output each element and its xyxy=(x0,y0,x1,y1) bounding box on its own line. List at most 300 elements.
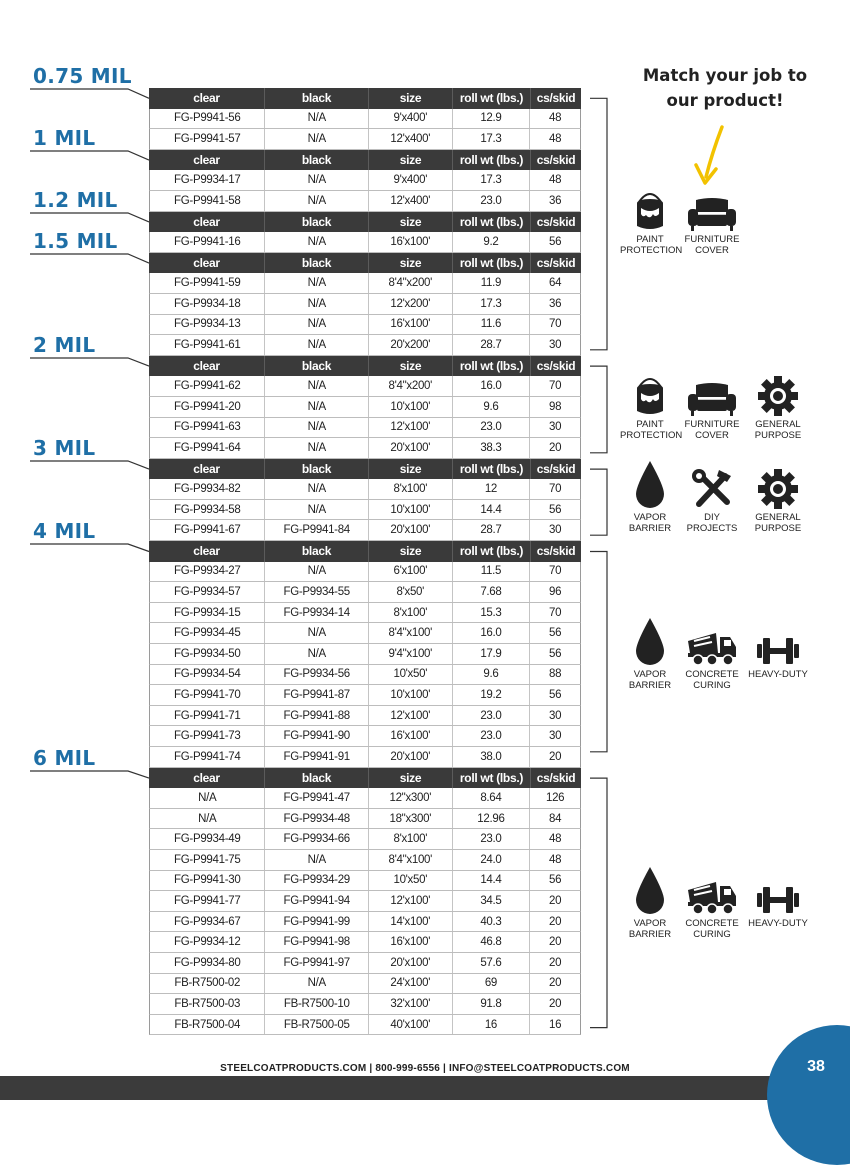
table-cell: FG-P9941-57 xyxy=(150,129,265,149)
use-case-label: PURPOSE xyxy=(754,523,802,534)
table-cell: 12 xyxy=(453,479,531,499)
table-cell: 17.3 xyxy=(453,170,531,190)
table-cell: 30 xyxy=(549,338,562,351)
table-cell: FG-P9941-71 xyxy=(150,706,265,726)
group-bracket xyxy=(590,469,607,535)
column-header: size xyxy=(369,253,453,274)
table-cell: FG-P9934-82 xyxy=(150,479,265,499)
table-cell: 9.2 xyxy=(453,232,531,252)
table-cell: 12'x100' xyxy=(369,891,453,911)
table-cell: FB-R7500-03 xyxy=(150,994,265,1014)
table-cell: FG-P9934-54 xyxy=(150,665,265,685)
table-cell: 20 xyxy=(549,441,562,454)
table-cell: 16.0 xyxy=(453,376,531,396)
table-cell: 36 xyxy=(549,194,562,207)
table-cell: 12'x400' xyxy=(369,191,453,211)
use-case-label: BARRIER xyxy=(628,523,672,534)
table-cell: 40.3 xyxy=(453,912,531,932)
table-cell: FG-P9941-56 xyxy=(150,109,265,129)
tagline-line-2: our product! xyxy=(666,91,784,110)
table-cell: FG-P9941-20 xyxy=(150,397,265,417)
use-case-label: PROTECTION xyxy=(620,430,683,441)
use-case-label: VAPOR xyxy=(633,669,667,680)
table-cell: 14.4 xyxy=(453,871,531,891)
use-case-label: DIY xyxy=(704,512,720,523)
table-cell: 32'x100' xyxy=(369,994,453,1014)
column-header: black xyxy=(265,150,369,171)
table-cell: FG-P9941-64 xyxy=(150,438,265,458)
table-cell: 46.8 xyxy=(453,932,531,952)
table-cell: 9.6 xyxy=(453,397,531,417)
table-cell: 7.68 xyxy=(453,582,531,602)
table-cell: 56 xyxy=(549,627,562,640)
table-cell: FG-P9934-18 xyxy=(150,294,265,314)
use-case-label: CURING xyxy=(693,680,731,691)
table-cell: 23.0 xyxy=(453,706,531,726)
table-cell: FG-P9941-70 xyxy=(150,685,265,705)
column-header: size xyxy=(369,88,453,109)
table-cell: N/A xyxy=(265,438,369,458)
table-cell: N/A xyxy=(150,788,265,808)
table-cell: 48 xyxy=(549,132,562,145)
table-cell: 10'x100' xyxy=(369,397,453,417)
table-cell: N/A xyxy=(265,335,369,355)
table-cell: N/A xyxy=(265,109,369,129)
table-cell: FG-P9941-74 xyxy=(150,747,265,767)
table-cell: 20'x100' xyxy=(369,953,453,973)
column-header: black xyxy=(265,356,369,377)
table-cell: FG-P9934-48 xyxy=(265,809,369,829)
column-header: size xyxy=(369,212,453,233)
table-cell: FB-R7500-02 xyxy=(150,974,265,994)
dumbbell-icon xyxy=(748,866,808,916)
water-drop-icon xyxy=(620,617,680,667)
column-header: cs/skid xyxy=(536,153,576,168)
table-cell: 48 xyxy=(549,853,562,866)
column-header: black xyxy=(265,253,369,274)
table-cell: 11.5 xyxy=(453,562,531,582)
use-case-paint-can xyxy=(620,182,683,256)
table-cell: 11.6 xyxy=(453,315,531,335)
table-cell: FG-P9941-62 xyxy=(150,376,265,396)
table-cell: FG-P9934-29 xyxy=(265,871,369,891)
use-case-label: PROJECTS xyxy=(686,523,738,534)
use-case-label: PAINT xyxy=(636,234,664,245)
table-cell: FG-P9941-88 xyxy=(265,706,369,726)
table-cell: 56 xyxy=(549,235,562,248)
footer-contact: STEELCOATPRODUCTS.COM | 800-999-6556 | INFO@STEELCOATPRODUCTS.COM xyxy=(220,1063,630,1074)
use-case-gear xyxy=(748,460,808,534)
concrete-mixer-icon xyxy=(682,617,742,667)
table-cell: FG-P9934-56 xyxy=(265,665,369,685)
table-cell: 12.9 xyxy=(453,109,531,129)
column-header: roll wt (lbs.) xyxy=(453,150,531,171)
column-header: clear xyxy=(149,356,265,377)
mil-label: 2 MIL xyxy=(33,333,96,357)
table-cell: 91.8 xyxy=(453,994,531,1014)
table-cell: 12'x200' xyxy=(369,294,453,314)
column-header: cs/skid xyxy=(536,359,576,374)
table-cell: 8'4"x200' xyxy=(369,273,453,293)
table-cell: 12'x100' xyxy=(369,418,453,438)
group-bracket xyxy=(590,552,607,752)
use-case-water-drop xyxy=(620,617,680,691)
use-case-label: FURNITURE xyxy=(684,234,740,245)
table-cell: FG-P9941-47 xyxy=(265,788,369,808)
table-cell: FG-P9941-16 xyxy=(150,232,265,252)
table-cell: 16.0 xyxy=(453,623,531,643)
table-cell: FG-P9941-77 xyxy=(150,891,265,911)
table-cell: 96 xyxy=(549,586,562,599)
table-cell: 8.64 xyxy=(453,788,531,808)
table-cell: 10'x100' xyxy=(369,500,453,520)
table-cell: 30 xyxy=(549,709,562,722)
table-cell: FG-P9941-59 xyxy=(150,273,265,293)
table-cell: 12"x300' xyxy=(369,788,453,808)
table-cell: 56 xyxy=(549,689,562,702)
group-bracket xyxy=(590,366,607,453)
use-case-label: GENERAL xyxy=(755,419,801,430)
table-cell: FG-P9934-15 xyxy=(150,603,265,623)
table-cell: 17.9 xyxy=(453,644,531,664)
table-cell: 48 xyxy=(549,833,562,846)
mil-label: 0.75 MIL xyxy=(33,64,132,88)
table-cell: 14'x100' xyxy=(369,912,453,932)
use-case-label: GENERAL xyxy=(755,512,801,523)
column-header: clear xyxy=(149,541,265,562)
table-cell: FG-P9934-14 xyxy=(265,603,369,623)
column-header: size xyxy=(369,150,453,171)
table-cell: N/A xyxy=(265,129,369,149)
group-bracket xyxy=(590,98,607,349)
table-cell: 38.0 xyxy=(453,747,531,767)
table-cell: 36 xyxy=(549,297,562,310)
table-cell: FG-P9941-94 xyxy=(265,891,369,911)
column-header: roll wt (lbs.) xyxy=(453,356,531,377)
table-cell: 30 xyxy=(549,524,562,537)
table-cell: 11.9 xyxy=(453,273,531,293)
table-cell: 20 xyxy=(549,915,562,928)
table-cell: 24.0 xyxy=(453,850,531,870)
table-cell: 48 xyxy=(549,174,562,187)
table-cell: FB-R7500-04 xyxy=(150,1015,265,1035)
table-cell: 16'x100' xyxy=(369,932,453,952)
table-cell: 56 xyxy=(549,874,562,887)
column-header: black xyxy=(265,541,369,562)
use-case-label: CONCRETE xyxy=(685,918,739,929)
use-case-label: COVER xyxy=(695,245,729,256)
table-cell: 69 xyxy=(453,974,531,994)
water-drop-icon xyxy=(620,866,680,916)
table-cell: 8'x50' xyxy=(369,582,453,602)
table-cell: FG-P9941-97 xyxy=(265,953,369,973)
table-cell: FG-P9934-12 xyxy=(150,932,265,952)
table-cell: 9'x400' xyxy=(369,109,453,129)
table-cell: 20 xyxy=(549,977,562,990)
table-cell: 23.0 xyxy=(453,829,531,849)
table-cell: 8'4"x200' xyxy=(369,376,453,396)
column-header: cs/skid xyxy=(536,544,576,559)
use-case-water-drop xyxy=(620,866,680,940)
column-header: roll wt (lbs.) xyxy=(453,459,531,480)
sofa-icon xyxy=(682,367,742,417)
table-cell: 16'x100' xyxy=(369,232,453,252)
table-cell: 8'4"x100' xyxy=(369,850,453,870)
table-cell: N/A xyxy=(265,562,369,582)
table-cell: 10'x100' xyxy=(369,685,453,705)
table-cell: FB-R7500-10 xyxy=(265,994,369,1014)
table-cell: N/A xyxy=(265,191,369,211)
column-header: clear xyxy=(149,150,265,171)
use-case-water-drop xyxy=(620,460,680,534)
table-cell: FG-P9941-30 xyxy=(150,871,265,891)
table-cell: FG-P9941-58 xyxy=(150,191,265,211)
column-header: clear xyxy=(149,253,265,274)
use-case-label: VAPOR xyxy=(633,918,667,929)
sofa-icon xyxy=(682,182,742,232)
table-cell: N/A xyxy=(265,232,369,252)
column-header: size xyxy=(369,541,453,562)
group-bracket xyxy=(590,778,607,1028)
mil-label: 1 MIL xyxy=(33,126,96,150)
table-cell: 70 xyxy=(549,565,562,578)
table-cell: N/A xyxy=(265,850,369,870)
arrow-icon xyxy=(690,125,730,190)
mil-label: 3 MIL xyxy=(33,436,96,460)
use-case-label: VAPOR xyxy=(633,512,667,523)
page-number: 38 xyxy=(807,1058,825,1075)
table-cell: 28.7 xyxy=(453,520,531,540)
table-cell: 16 xyxy=(549,1018,562,1031)
table-cell: N/A xyxy=(265,623,369,643)
use-case-dumbbell xyxy=(748,866,808,929)
table-cell: FG-P9934-55 xyxy=(265,582,369,602)
table-cell: FG-P9934-45 xyxy=(150,623,265,643)
table-cell: 88 xyxy=(549,668,562,681)
table-cell: FG-P9941-91 xyxy=(265,747,369,767)
water-drop-icon xyxy=(620,460,680,510)
table-cell: FG-P9941-75 xyxy=(150,850,265,870)
use-case-label: BARRIER xyxy=(628,680,672,691)
use-case-concrete-mixer xyxy=(682,617,742,691)
table-cell: N/A xyxy=(265,479,369,499)
table-cell: 24'x100' xyxy=(369,974,453,994)
use-case-gear xyxy=(748,367,808,441)
table-cell: 20'x100' xyxy=(369,747,453,767)
table-cell: FG-P9934-66 xyxy=(265,829,369,849)
table-cell: FG-P9941-67 xyxy=(150,520,265,540)
gear-icon xyxy=(748,367,808,417)
table-cell: FG-P9934-67 xyxy=(150,912,265,932)
table-cell: FB-R7500-05 xyxy=(265,1015,369,1035)
table-cell: 70 xyxy=(549,318,562,331)
table-cell: 30 xyxy=(549,730,562,743)
table-cell: 12.96 xyxy=(453,809,531,829)
table-cell: N/A xyxy=(265,294,369,314)
table-cell: 6'x100' xyxy=(369,562,453,582)
table-cell: 9'x400' xyxy=(369,170,453,190)
use-case-tools xyxy=(682,460,742,534)
gear-icon xyxy=(748,460,808,510)
table-cell: 70 xyxy=(549,483,562,496)
mil-label: 4 MIL xyxy=(33,519,96,543)
column-header: black xyxy=(265,768,369,789)
column-header: black xyxy=(265,459,369,480)
table-cell: FG-P9934-49 xyxy=(150,829,265,849)
table-cell: N/A xyxy=(265,644,369,664)
tagline xyxy=(630,63,820,113)
table-cell: 16'x100' xyxy=(369,315,453,335)
table-cell: 38.3 xyxy=(453,438,531,458)
table-cell: 9.6 xyxy=(453,665,531,685)
table-cell: 9'4"x100' xyxy=(369,644,453,664)
table-cell: 16 xyxy=(453,1015,531,1035)
table-cell: 28.7 xyxy=(453,335,531,355)
table-cell: FG-P9941-90 xyxy=(265,726,369,746)
table-cell: FG-P9941-84 xyxy=(265,520,369,540)
tools-icon xyxy=(682,460,742,510)
table-cell: FG-P9934-27 xyxy=(150,562,265,582)
use-case-label: PAINT xyxy=(636,419,664,430)
column-header: size xyxy=(369,459,453,480)
column-header: cs/skid xyxy=(536,214,576,229)
table-cell: 64 xyxy=(549,277,562,290)
column-header: size xyxy=(369,356,453,377)
use-case-dumbbell xyxy=(748,617,808,680)
paint-can-icon xyxy=(620,367,680,417)
table-cell: FG-P9941-61 xyxy=(150,335,265,355)
use-case-label: CURING xyxy=(693,929,731,940)
table-cell: FG-P9941-98 xyxy=(265,932,369,952)
column-header: cs/skid xyxy=(536,91,576,106)
column-header: cs/skid xyxy=(536,256,576,271)
table-cell: 19.2 xyxy=(453,685,531,705)
use-case-label: FURNITURE xyxy=(684,419,740,430)
use-case-label: HEAVY-DUTY xyxy=(748,918,808,929)
column-header: black xyxy=(265,88,369,109)
table-cell: 48 xyxy=(549,112,562,125)
table-cell: FG-P9934-58 xyxy=(150,500,265,520)
table-cell: 70 xyxy=(549,380,562,393)
table-cell: 126 xyxy=(545,791,565,804)
table-cell: FG-P9941-87 xyxy=(265,685,369,705)
table-cell: 8'x100' xyxy=(369,603,453,623)
table-cell: FG-P9941-99 xyxy=(265,912,369,932)
table-cell: 8'x100' xyxy=(369,829,453,849)
table-cell: 14.4 xyxy=(453,500,531,520)
table-cell: 20'x100' xyxy=(369,520,453,540)
table-cell: FG-P9934-80 xyxy=(150,953,265,973)
column-header: clear xyxy=(149,768,265,789)
table-cell: 20 xyxy=(549,997,562,1010)
tagline-line-1: Match your job to xyxy=(642,66,808,85)
use-case-label: PROTECTION xyxy=(620,245,683,256)
table-cell: 18"x300' xyxy=(369,809,453,829)
table-cell: 98 xyxy=(549,400,562,413)
table-cell: 70 xyxy=(549,606,562,619)
table-cell: N/A xyxy=(265,315,369,335)
table-cell: 8'x100' xyxy=(369,479,453,499)
table-cell: N/A xyxy=(265,974,369,994)
table-cell: N/A xyxy=(265,418,369,438)
table-cell: 84 xyxy=(549,812,562,825)
table-cell: FG-P9941-73 xyxy=(150,726,265,746)
table-cell: 16'x100' xyxy=(369,726,453,746)
table-cell: 20 xyxy=(549,956,562,969)
table-cell: 17.3 xyxy=(453,129,531,149)
dumbbell-icon xyxy=(748,617,808,667)
use-case-concrete-mixer xyxy=(682,866,742,940)
column-header: clear xyxy=(149,459,265,480)
table-cell: 10'x50' xyxy=(369,871,453,891)
table-cell: FG-P9941-63 xyxy=(150,418,265,438)
table-cell: 23.0 xyxy=(453,191,531,211)
column-header: size xyxy=(369,768,453,789)
table-cell: 30 xyxy=(549,421,562,434)
table-cell: 56 xyxy=(549,503,562,516)
table-cell: 8'4"x100' xyxy=(369,623,453,643)
use-case-paint-can xyxy=(620,367,683,441)
table-cell: N/A xyxy=(265,273,369,293)
column-header: roll wt (lbs.) xyxy=(453,253,531,274)
table-cell: 17.3 xyxy=(453,294,531,314)
table-cell: 20 xyxy=(549,750,562,763)
table-cell: 10'x50' xyxy=(369,665,453,685)
table-cell: 12'x400' xyxy=(369,129,453,149)
table-cell: N/A xyxy=(265,397,369,417)
table-cell: 20'x200' xyxy=(369,335,453,355)
table-cell: 20'x100' xyxy=(369,438,453,458)
use-case-sofa xyxy=(682,182,742,256)
column-header: clear xyxy=(149,88,265,109)
column-header: cs/skid xyxy=(536,461,576,476)
table-cell: FG-P9934-50 xyxy=(150,644,265,664)
column-header: roll wt (lbs.) xyxy=(453,88,531,109)
table-cell: 56 xyxy=(549,647,562,660)
column-header: black xyxy=(265,212,369,233)
concrete-mixer-icon xyxy=(682,866,742,916)
table-cell: 15.3 xyxy=(453,603,531,623)
table-cell: N/A xyxy=(150,809,265,829)
use-case-label: PURPOSE xyxy=(754,430,802,441)
table-cell: 23.0 xyxy=(453,418,531,438)
table-cell: 57.6 xyxy=(453,953,531,973)
paint-can-icon xyxy=(620,182,680,232)
table-cell: 34.5 xyxy=(453,891,531,911)
table-cell: 20 xyxy=(549,936,562,949)
table-cell: 20 xyxy=(549,894,562,907)
footer-bar xyxy=(0,1076,850,1100)
table-cell: FG-P9934-17 xyxy=(150,170,265,190)
mil-label: 1.2 MIL xyxy=(33,188,118,212)
table-cell: FG-P9934-57 xyxy=(150,582,265,602)
table-cell: 40'x100' xyxy=(369,1015,453,1035)
table-cell: N/A xyxy=(265,376,369,396)
use-case-label: CONCRETE xyxy=(685,669,739,680)
column-header: roll wt (lbs.) xyxy=(453,768,531,789)
use-case-label: COVER xyxy=(695,430,729,441)
use-case-sofa xyxy=(682,367,742,441)
table-cell: N/A xyxy=(265,500,369,520)
table-cell: 12'x100' xyxy=(369,706,453,726)
column-header: cs/skid xyxy=(536,770,576,785)
use-case-label: BARRIER xyxy=(628,929,672,940)
column-header: roll wt (lbs.) xyxy=(453,212,531,233)
mil-label: 1.5 MIL xyxy=(33,229,118,253)
table-cell: 23.0 xyxy=(453,726,531,746)
column-header: clear xyxy=(149,212,265,233)
table-cell: FG-P9934-13 xyxy=(150,315,265,335)
